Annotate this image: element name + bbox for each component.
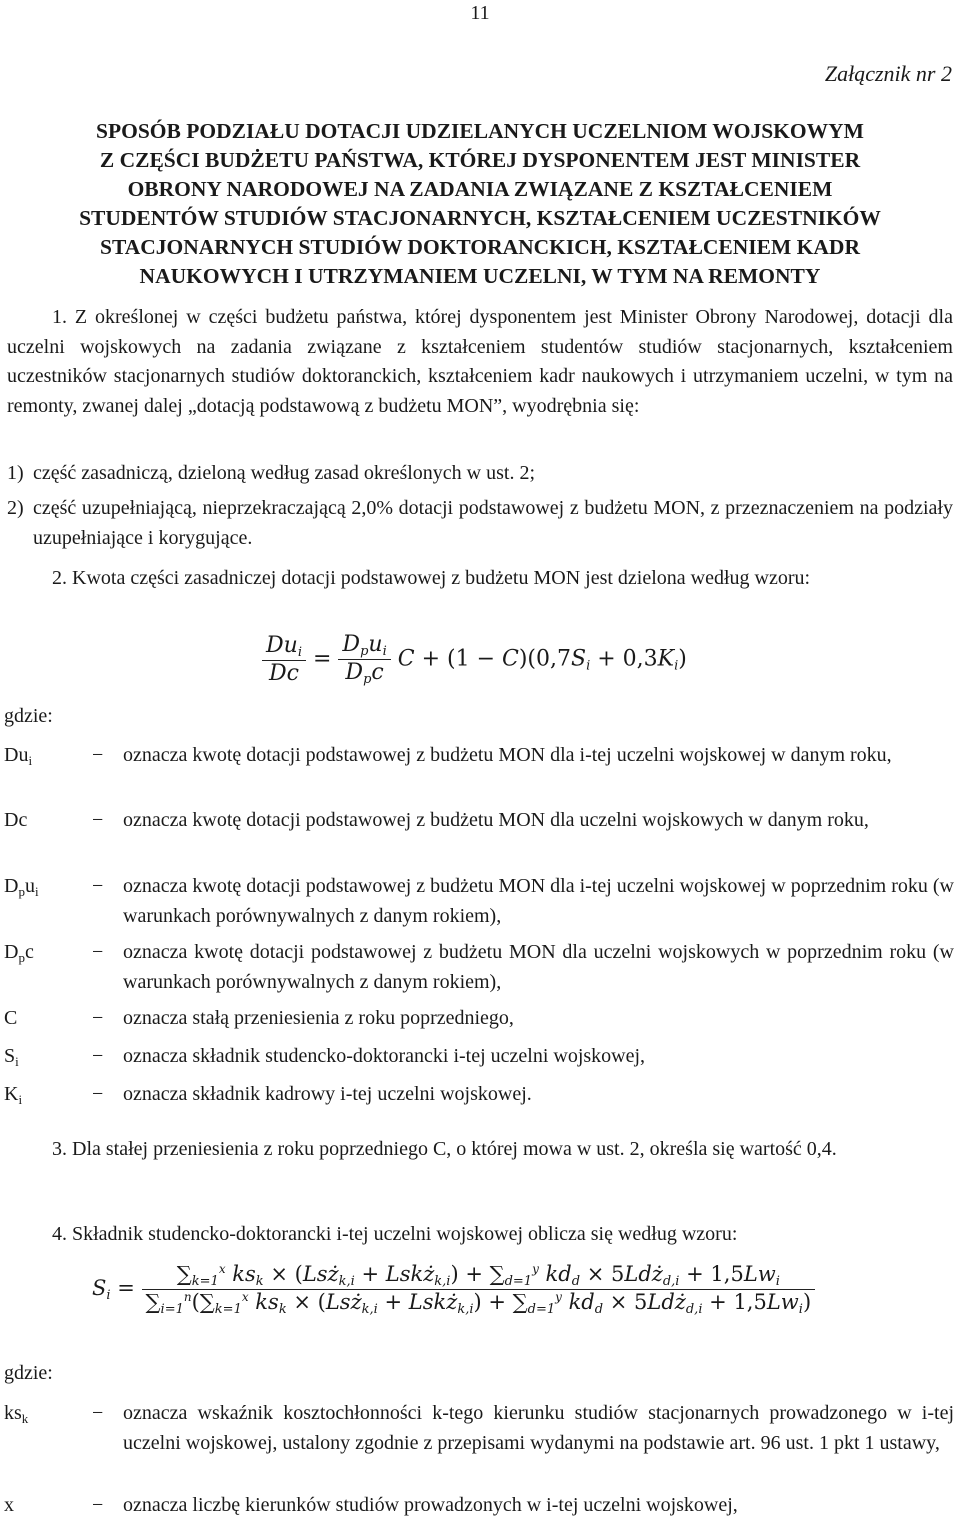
definition-text: oznacza kwotę dotacji podstawowej z budżetu MON dla i-tej uczelni wojskowej w danym roku, bbox=[123, 744, 892, 766]
dash: − bbox=[92, 744, 104, 766]
section-4-text: 4. Składnik studencko-doktorancki i-tej uczelni wojskowej oblicza się według wzoru: bbox=[52, 1223, 738, 1245]
item-text: część uzupełniającą, nieprzekraczającą 2,0% dotacji podstawowej z budżetu MON, z przeznaczeniem na podziały uzupełniające i korygujące. bbox=[33, 497, 953, 549]
definition-text: oznacza stałą przeniesienia z roku poprzedniego, bbox=[123, 1007, 514, 1029]
definition-row bbox=[4, 1490, 954, 1520]
definition-text: oznacza kwotę dotacji podstawowej z budżetu MON dla i-tej uczelni wojskowej w poprzednim roku (w warunkach porównywalnych z danym rokiem), bbox=[123, 875, 954, 927]
dash: − bbox=[92, 1083, 104, 1105]
definition-row bbox=[4, 1079, 954, 1109]
section-4-paragraph bbox=[7, 1220, 953, 1250]
page-number: 11 bbox=[470, 2, 490, 24]
title-line: NAUKOWYCH I UTRZYMANIEM UCZELNI, W TYM NA REMONTY bbox=[139, 264, 821, 288]
gdzie-label: gdzie: bbox=[4, 705, 53, 727]
section-1-item-1 bbox=[7, 459, 953, 489]
title-line: STACJONARNYCH STUDIÓW DOKTORANCKICH, KSZTAŁCENIEM KADR bbox=[100, 235, 860, 259]
dash: − bbox=[92, 1045, 104, 1067]
symbol: Dc bbox=[4, 809, 28, 831]
symbol: x bbox=[4, 1494, 14, 1516]
symbol: $ks_k$ bbox=[4, 1402, 29, 1426]
symbol: $S_i$ bbox=[4, 1045, 19, 1069]
section-1-text: 1. Z określonej w części budżetu państwa, której dysponentem jest Minister Obrony Narodowej, dotacji dla uczelni wojskowych na zadania związane z kształceniem studentów studiów stacjonarnych, kształceniem uczestników stacjonarnych studiów doktoranckich, kształceniem kadr naukowych i utrzymaniem uczelni, w tym na remonty, zwanej dalej „dotacją podstawową z budżetu MON”, wyodrębnia się: bbox=[7, 306, 953, 417]
annex-label: Załącznik nr 2 bbox=[824, 61, 952, 86]
definition-row bbox=[4, 1398, 954, 1458]
item-text: część zasadniczą, dzieloną według zasad określonych w ust. 2; bbox=[33, 462, 536, 484]
symbol: $D_pu_i$ bbox=[4, 875, 39, 899]
section-3-text: 3. Dla stałej przeniesienia z roku poprzedniego C, o której mowa w ust. 2, określa się wartość 0,4. bbox=[52, 1138, 837, 1160]
definition-row bbox=[4, 805, 954, 835]
title-line: SPOSÓB PODZIAŁU DOTACJI UDZIELANYCH UCZELNIOM WOJSKOWYM bbox=[96, 119, 864, 143]
title-line: STUDENTÓW STUDIÓW STACJONARNYCH, KSZTAŁCENIEM UCZESTNIKÓW bbox=[79, 206, 881, 230]
title-line: OBRONY NARODOWEJ NA ZADANIA ZWIĄZANE Z KSZTAŁCENIEM bbox=[127, 177, 833, 201]
symbol: $D_pc$ bbox=[4, 941, 34, 965]
formula-dotacja: $\frac{Du_i}{Dc}$ = $\frac{D_pu_i}{D_pc}$ $C + (1 - C)(0,7S_i + 0,3K_i)$ bbox=[262, 632, 687, 687]
definition-row bbox=[4, 871, 954, 931]
definition-text: oznacza kwotę dotacji podstawowej z budżetu MON dla uczelni wojskowych w danym roku, bbox=[123, 809, 869, 831]
definition-text: oznacza liczbę kierunków studiów prowadzonych w i-tej uczelni wojskowej, bbox=[123, 1494, 738, 1516]
definition-text: oznacza kwotę dotacji podstawowej z budżetu MON dla uczelni wojskowych w poprzednim roku (w warunkach porównywalnych z danym rokiem), bbox=[123, 941, 954, 993]
dash: − bbox=[92, 875, 104, 897]
section-1-item-2 bbox=[7, 494, 953, 553]
definition-text: oznacza wskaźnik kosztochłonności k-tego kierunku studiów stacjonarnych prowadzonego w i-tej uczelni wojskowej, ustalony zgodnie z przepisami wydanymi na podstawie art. 96 ust. 1 pkt 1 ustawy, bbox=[123, 1402, 954, 1454]
section-2-paragraph bbox=[7, 564, 953, 594]
definition-text: oznacza składnik studencko-doktorancki i-tej uczelni wojskowej, bbox=[123, 1045, 646, 1067]
definition-row bbox=[4, 740, 954, 770]
item-number: 1) bbox=[7, 462, 24, 484]
section-1-paragraph bbox=[7, 303, 953, 421]
formula-skladnik: $S_i$ = $\sum_{k=1}^x$ $ks_k$ × (Lsż$_{k,i}$ + Lskż$_{k,i}$) + $\sum_{d=1}^y$ $kd_d$ × 5Ldż$_{d,i}$ + $1,5Lw_i$ $\sum_{i=1}^n(\sum_{k=1}^x$ $ks_k$ × (Lsż$_{k,i}$ + Lskż$_{k,i}$) + $\sum_{d=1}^y$ $kd_d$ × 5Ldż$_{d,i}$ + $1,5Lw_i$) bbox=[92, 1262, 815, 1317]
symbol: C bbox=[4, 1007, 18, 1029]
definition-text: oznacza składnik kadrowy i-tej uczelni wojskowej. bbox=[123, 1083, 532, 1105]
dash: − bbox=[92, 1402, 104, 1424]
item-number: 2) bbox=[7, 497, 24, 519]
dash: − bbox=[92, 941, 104, 963]
title-line: Z CZĘŚCI BUDŻETU PAŃSTWA, KTÓREJ DYSPONENTEM JEST MINISTER bbox=[99, 148, 861, 172]
dash: − bbox=[92, 1494, 104, 1516]
definition-row bbox=[4, 1041, 954, 1071]
definition-row bbox=[4, 937, 954, 997]
document-title bbox=[0, 117, 960, 291]
section-3-paragraph bbox=[7, 1135, 953, 1165]
section-2-text: 2. Kwota części zasadniczej dotacji podstawowej z budżetu MON jest dzielona według wzoru: bbox=[52, 567, 811, 589]
symbol: $K_i$ bbox=[4, 1083, 23, 1107]
symbol: $Du_i$ bbox=[4, 744, 33, 768]
gdzie-label: gdzie: bbox=[4, 1362, 53, 1384]
dash: − bbox=[92, 1007, 104, 1029]
dash: − bbox=[92, 809, 104, 831]
definition-row bbox=[4, 1003, 954, 1033]
